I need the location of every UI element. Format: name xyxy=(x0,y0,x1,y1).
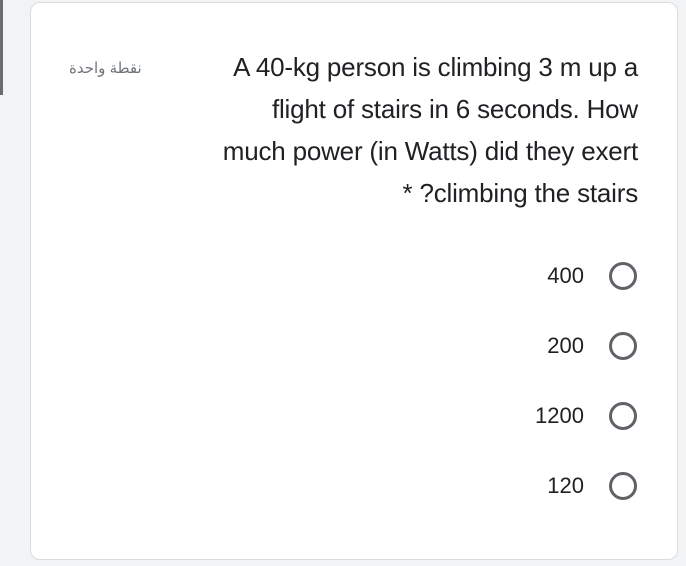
question-line: flight of stairs in 6 seconds. How xyxy=(271,94,638,124)
option-1200[interactable] xyxy=(535,395,637,437)
option-200[interactable] xyxy=(535,325,637,367)
question-line: A 40-kg person is climbing 3 m up a xyxy=(233,52,638,82)
question-card xyxy=(30,2,678,560)
points-label: نقطة واحدة xyxy=(69,60,142,77)
radio-button[interactable] xyxy=(609,472,637,500)
scroll-edge xyxy=(0,0,3,95)
question-text xyxy=(159,46,638,214)
option-120[interactable] xyxy=(535,465,637,507)
question-line: much power (in Watts) did they exert xyxy=(222,136,638,166)
radio-button[interactable] xyxy=(609,402,637,430)
question-line: ?climbing the stairs xyxy=(419,178,638,208)
option-label: 120 xyxy=(547,473,584,498)
required-marker: * xyxy=(402,178,413,208)
options-list xyxy=(535,255,637,535)
radio-button[interactable] xyxy=(609,262,637,290)
question-line-last xyxy=(159,172,638,214)
option-label: 1200 xyxy=(535,403,584,428)
option-label: 200 xyxy=(547,333,584,358)
option-label: 400 xyxy=(547,263,584,288)
radio-button[interactable] xyxy=(609,332,637,360)
option-400[interactable] xyxy=(535,255,637,297)
